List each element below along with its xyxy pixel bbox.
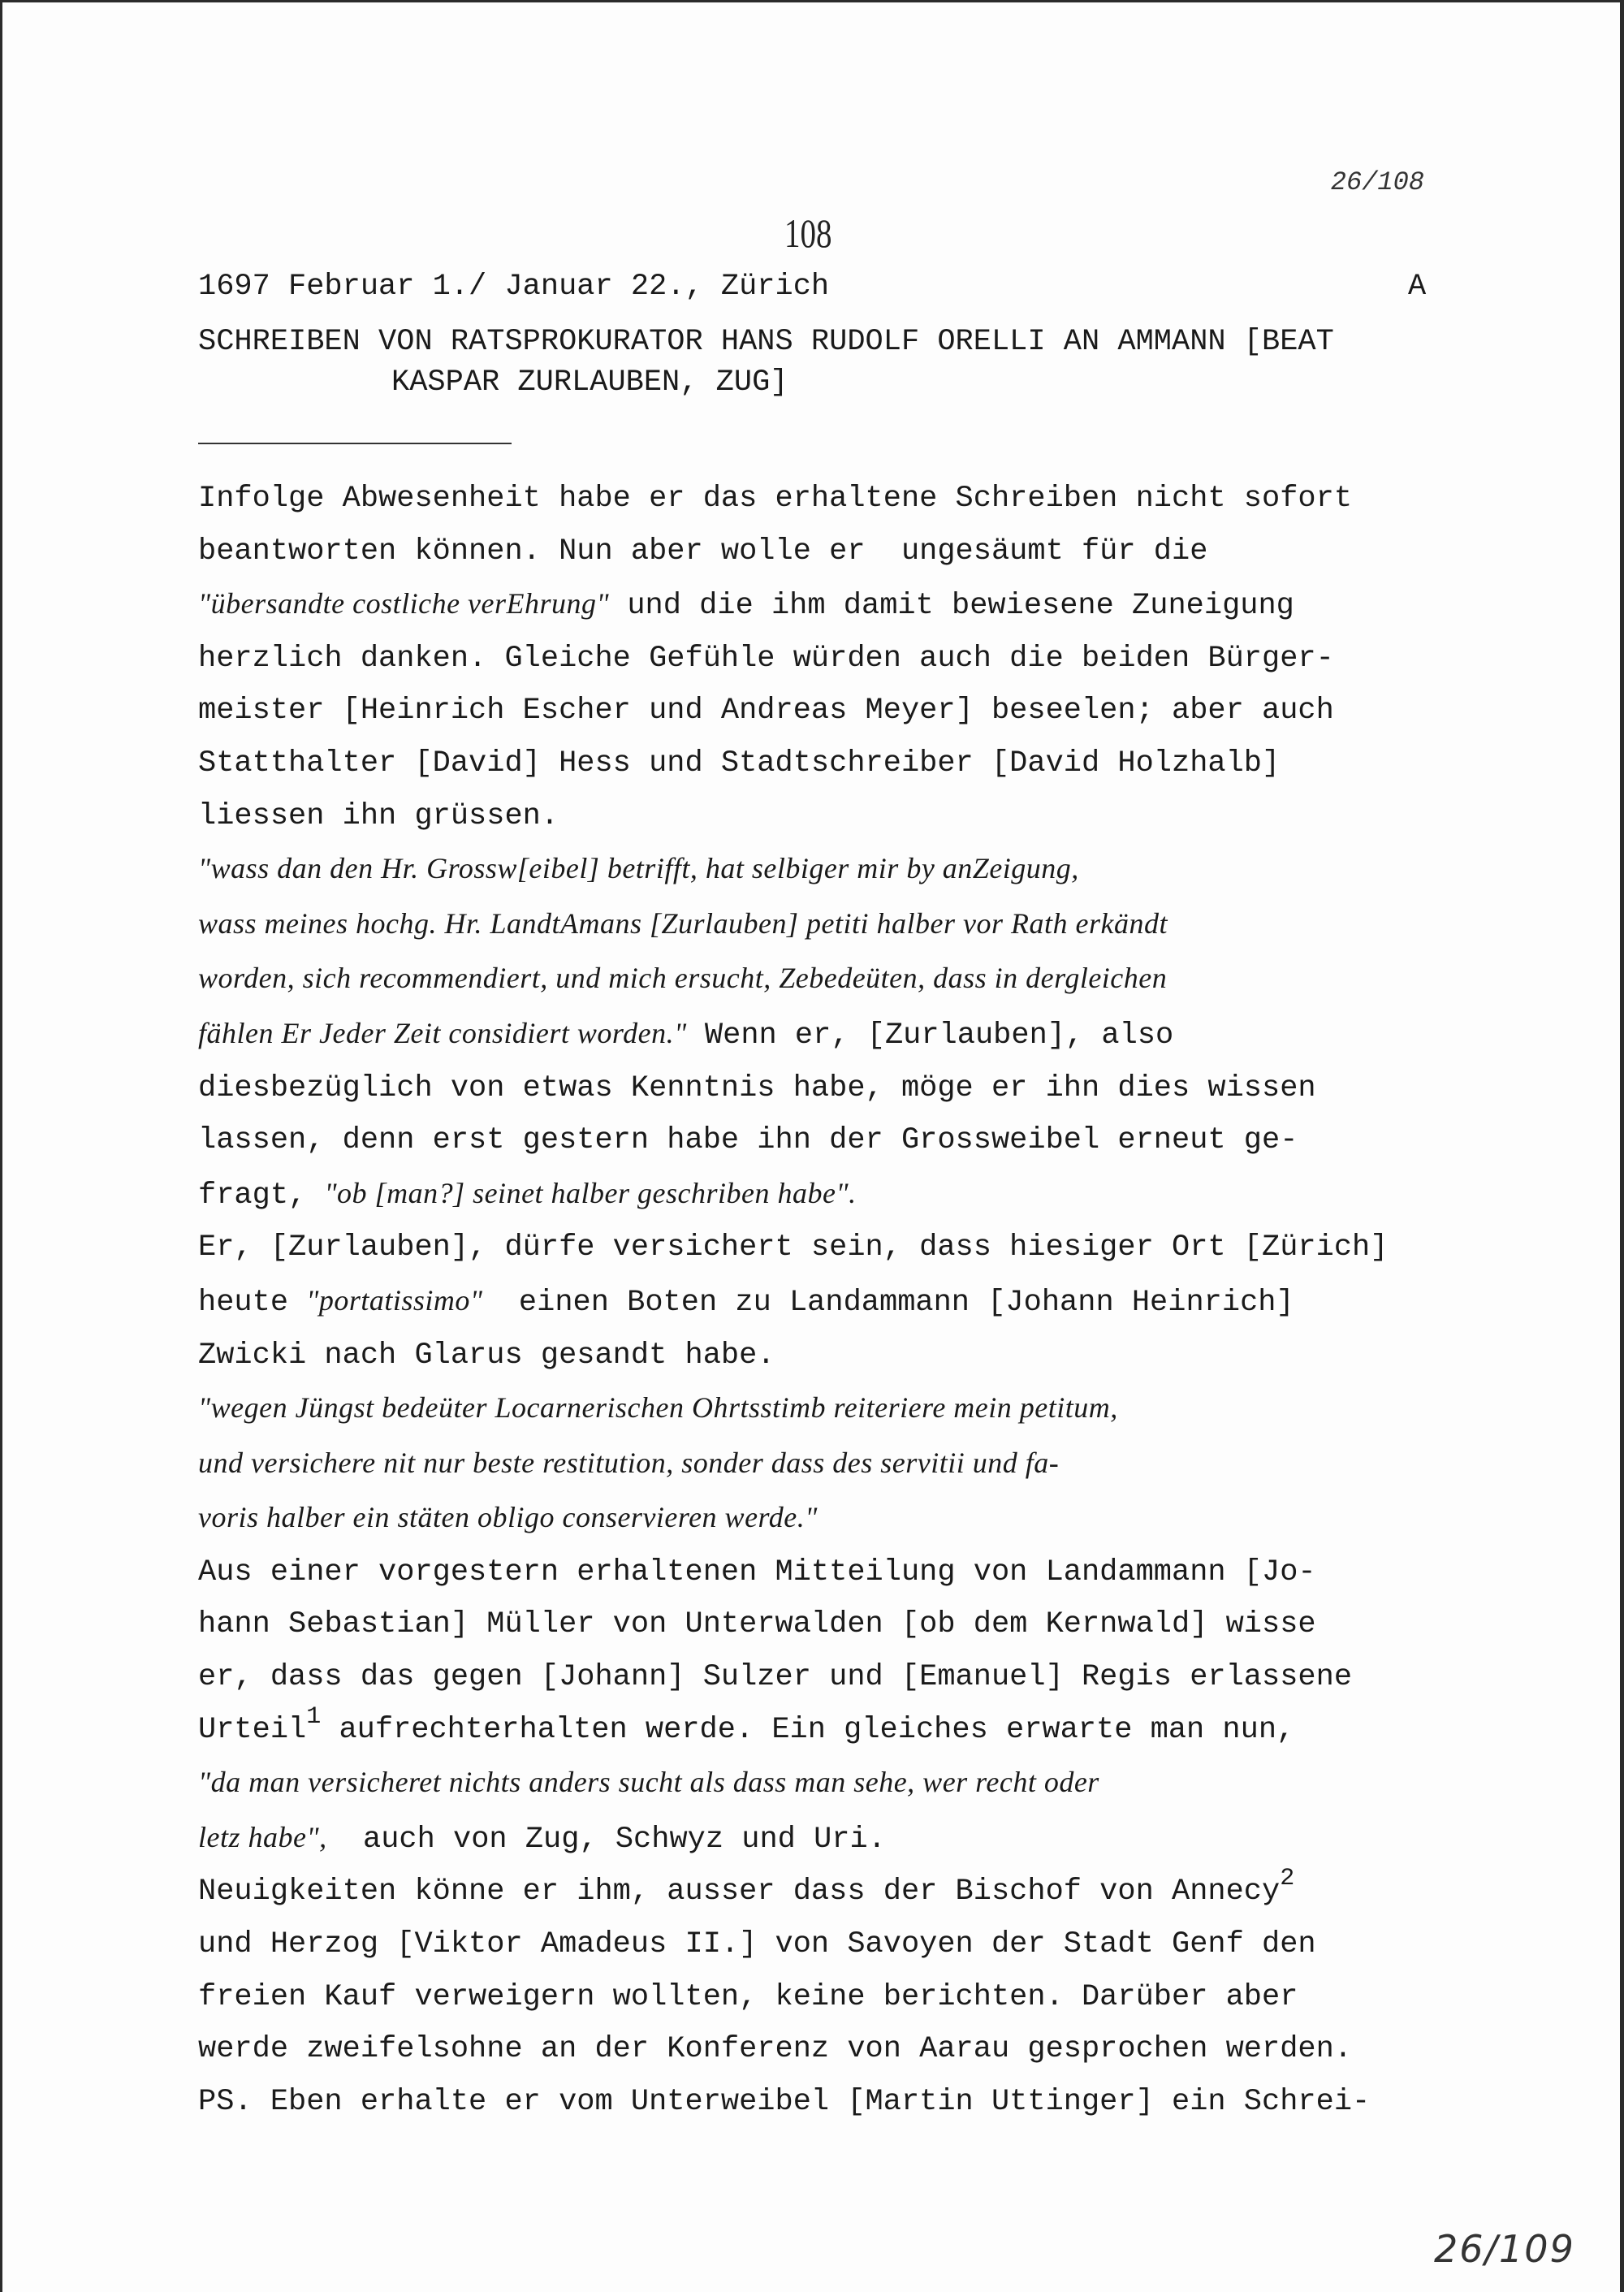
body-line: Er, [Zurlauben], dürfe versichert sein, dass hiesiger Ort [Zürich] xyxy=(198,1230,1389,1265)
body-line: und die ihm damit bewiesene Zuneigung xyxy=(609,589,1294,624)
quotation: "da man versicheret nichts anders sucht als dass man sehe, wer recht oder xyxy=(198,1766,1099,1799)
body-line: einen Boten zu Landammann [Johann Heinrich] xyxy=(482,1285,1294,1320)
body-line: beantworten können. Nun aber wolle er ungesäumt für die xyxy=(198,534,1208,569)
body-line: fragt, xyxy=(198,1178,325,1213)
footnote-marker-2: 2 xyxy=(1280,1865,1295,1893)
body-line: herzlich danken. Gleiche Gefühle würden auch die beiden Bürger- xyxy=(198,641,1334,676)
body-line: freien Kauf verweigern wollten, keine berichten. Darüber aber xyxy=(198,1979,1298,2014)
body-line: auch von Zug, Schwyz und Uri. xyxy=(326,1822,886,1857)
body-line: diesbezüglich von etwas Kenntnis habe, möge er ihn dies wissen xyxy=(198,1070,1316,1105)
body-line: liessen ihn grüssen. xyxy=(198,798,559,833)
quotation: "ob [man?] seinet halber geschriben habe". xyxy=(324,1176,857,1209)
quotation: "wass dan den Hr. Grossw[eibel] betrifft, hat selbiger mir by anZeigung, xyxy=(198,852,1079,885)
letter-mark: A xyxy=(1408,270,1427,304)
body-line: er, dass das gegen [Johann] Sulzer und [Emanuel] Regis erlassene xyxy=(198,1660,1353,1695)
document-body xyxy=(198,473,1514,2128)
quotation: worden, sich recommendiert, und mich ersucht, Zebedeüten, dass in dergleichen xyxy=(198,962,1168,995)
page-border-left xyxy=(0,0,2,2292)
body-line: Wenn er, [Zurlauben], also xyxy=(686,1018,1174,1053)
body-line: aufrechterhalten werde. Ein gleiches erwarte man nun, xyxy=(321,1712,1295,1747)
quotation: fählen Er Jeder Zeit considiert worden." xyxy=(198,1016,687,1049)
body-line: und Herzog [Viktor Amadeus II.] von Savoyen der Stadt Genf den xyxy=(198,1927,1316,1962)
body-line: lassen, denn erst gestern habe ihn der Grossweibel erneut ge- xyxy=(198,1123,1298,1158)
body-line: hann Sebastian] Müller von Unterwalden [ob dem Kernwald] wisse xyxy=(198,1607,1316,1642)
archive-reference-top: 26/108 xyxy=(1330,167,1424,197)
body-line: meister [Heinrich Escher und Andreas Meyer] beseelen; aber auch xyxy=(198,694,1334,729)
document-title xyxy=(198,322,1449,403)
title-line-1: SCHREIBEN VON RATSPROKURATOR HANS RUDOLF ORELLI AN AMMANN [BEAT xyxy=(198,325,1334,359)
quotation: "portatissimo" xyxy=(306,1283,483,1317)
separator-rule xyxy=(198,443,512,444)
body-line: Statthalter [David] Hess und Stadtschreiber [David Holzhalb] xyxy=(198,746,1281,781)
quotation: letz habe", xyxy=(198,1820,327,1853)
quotation: "übersandte costliche verEhrung" xyxy=(198,587,610,621)
quotation: wass meines hochg. Hr. LandtAmans [Zurlauben] petiti halber vor Rath erkändt xyxy=(198,906,1168,940)
body-line: Infolge Abwesenheit habe er das erhaltene Schreiben nicht sofort xyxy=(198,482,1353,516)
page-number: 108 xyxy=(784,210,832,256)
quotation: voris halber ein stäten obligo conservieren werde." xyxy=(198,1501,818,1534)
title-line-2: KASPAR ZURLAUBEN, ZUG] xyxy=(391,365,788,400)
page-border-right xyxy=(1620,0,1624,2292)
body-line: heute xyxy=(198,1285,307,1320)
quotation: und versichere nit nur beste restitution, sonder dass des servitii und fa- xyxy=(198,1446,1060,1479)
archive-reference-bottom: 26/109 xyxy=(1434,2227,1575,2271)
quotation: "wegen Jüngst bedeüter Locarnerischen Ohrtsstimb reiteriere mein petitum, xyxy=(198,1391,1118,1425)
body-line: Zwicki nach Glarus gesandt habe. xyxy=(198,1338,775,1373)
body-line: Urteil xyxy=(198,1712,307,1747)
footnote-marker-1: 1 xyxy=(306,1702,322,1731)
body-line: Aus einer vorgestern erhaltenen Mitteilung von Landammann [Jo- xyxy=(198,1555,1316,1589)
body-line: werde zweifelsohne an der Konferenz von Aarau gesprochen werden. xyxy=(198,2032,1353,2067)
page-border-top xyxy=(0,0,1624,2)
body-line: PS. Eben erhalte er vom Unterweibel [Martin Uttinger] ein Schrei- xyxy=(198,2084,1371,2119)
body-line: Neuigkeiten könne er ihm, ausser dass der Bischof von Annecy xyxy=(198,1875,1281,1909)
date-place-line: 1697 Februar 1./ Januar 22., Zürich xyxy=(198,270,830,304)
